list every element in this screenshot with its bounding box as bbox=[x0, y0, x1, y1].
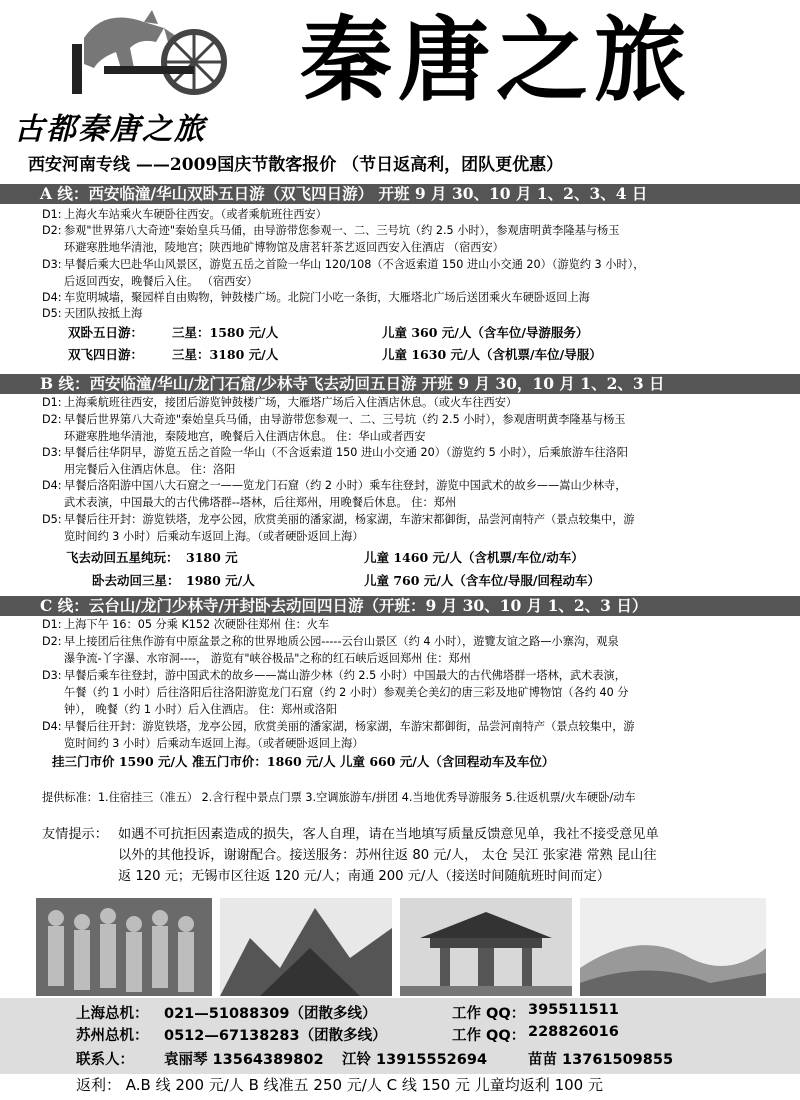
day-line: 环避寒胜地华清池，秦陵地宫，晚餐后入住酒店休息。 住：华山或者西安 bbox=[64, 430, 426, 443]
day-description bbox=[64, 477, 626, 511]
day-line: 天团队按抵上海 bbox=[64, 307, 143, 320]
day-description bbox=[64, 411, 625, 445]
day-line: 车览明城墙，聚园样自由购物，钟鼓楼广场。北院门小吃一条街，大雁塔北广场后送团乘火车硬卧返回上海 bbox=[64, 291, 590, 304]
day-tag: D3: bbox=[42, 446, 62, 459]
contact-panel bbox=[0, 998, 800, 1074]
day-line: 早餐后往开封：游览铁塔，龙亭公园，欣赏美丽的潘家湖，杨家湖，车游宋都御街，品尝河南特产（景点较集中，游 bbox=[64, 720, 635, 733]
day-description bbox=[64, 305, 142, 322]
tips-line: 以外的其他投诉，谢谢配合。接送服务：苏州往返 80 元/人， 太仓 吴江 张家港 常熟 昆山往 bbox=[118, 848, 657, 863]
line-c-header: C 线：云台山/龙门少林寺/开封卧去动回四日游（开班：9 月 30、10 月 1、2、3 日） bbox=[0, 596, 800, 616]
price-child: 儿童 1630 元/人（含机票/车位/导服） bbox=[382, 347, 602, 362]
photo-strip bbox=[36, 898, 766, 996]
terracotta-warriors-photo bbox=[36, 898, 212, 996]
day-description bbox=[64, 444, 628, 478]
price-label: 卧去动回三星： bbox=[92, 573, 180, 588]
tips-label: 友情提示： bbox=[42, 827, 108, 842]
day-tag: D2: bbox=[42, 413, 62, 426]
price-label: 飞去动回五星纯玩： bbox=[66, 550, 179, 565]
day-line: 午餐（约 1 小时）后往洛阳后往洛阳游览龙门石窟（约 2 小时）参观美仑美幻的唐三彩及地矿博物馆（各约 40 分 bbox=[64, 686, 629, 699]
line-c-prices: 挂三门市价 1590 元/人 准五门市价：1860 元/人 儿童 660 元/人（含回程动车及车位） bbox=[52, 754, 555, 769]
day-line: 武术表演，中国最大的古代佛塔群--塔林，后往郑州，用晚餐后休息。 住：郑州 bbox=[64, 496, 457, 509]
day-tag: D4: bbox=[42, 720, 62, 733]
shanghai-phone: 021—51088309（团散多线） bbox=[164, 1006, 377, 1022]
suzhou-qq: 228826016 bbox=[528, 1024, 619, 1040]
day-line: 览时间约 3 小时）后乘动车返回上海。（或者硬卧返回上海） bbox=[64, 530, 364, 543]
shanghai-label: 上海总机： bbox=[76, 1006, 149, 1022]
day-description bbox=[64, 633, 619, 667]
suzhou-phone: 0512—67138283（团散多线） bbox=[164, 1028, 387, 1044]
day-line: 上海火车站乘火车硬卧往西安。（或者乘航班往西安） bbox=[64, 208, 327, 221]
day-line: 早餐后世界第八大奇迹"秦始皇兵马俑，由导游带您参观一、二、三号坑（约 2.5 小时），参观唐明黄李隆基与杨玉 bbox=[64, 413, 626, 426]
day-tag: D1: bbox=[42, 396, 62, 409]
temple-gate-photo bbox=[400, 898, 572, 996]
day-line: 上海乘航班往西安，接团后游览钟鼓楼广场，大雁塔广场后入住酒店休息。（或火车往西安） bbox=[64, 396, 518, 409]
price-label: 双卧五日游： bbox=[68, 325, 144, 340]
day-tag: D1: bbox=[42, 618, 62, 631]
day-line: 早上接团后往焦作游有中原盆景之称的世界地质公园-----云台山景区（约 4 小时），遊覽友谊之路—小寨沟，观泉 bbox=[64, 635, 619, 648]
day-line: 早餐后乘大巴赴华山风景区，游览五岳之首险一华山 120/108（不含返索道 150 进山小交通 20）（游览约 3 小时）， bbox=[64, 258, 645, 271]
price-label: 双飞四日游： bbox=[68, 347, 144, 362]
day-line: 用完餐后入住酒店休息。 住：洛阳 bbox=[64, 463, 236, 476]
tips-line: 如遇不可抗拒因素造成的损失，客人自理，请在当地填写质量反馈意见单，我社不接受意见单 bbox=[118, 827, 659, 842]
contact-person: 苗苗 13761509855 bbox=[528, 1052, 674, 1068]
price-child: 儿童 1460 元/人（含机票/车位/动车） bbox=[364, 550, 584, 565]
price-adult: 三星：1580 元/人 bbox=[172, 325, 279, 340]
tips-line: 返 120 元；无锡市区往返 120 元/人；南通 200 元/人（接送时间随航班时间而定） bbox=[118, 869, 610, 884]
shanghai-qq-label: 工作 QQ： bbox=[452, 1006, 526, 1022]
day-description bbox=[64, 667, 628, 718]
day-tag: D2: bbox=[42, 635, 62, 648]
day-line: 参观"世界第八大奇迹"秦始皇兵马俑，由导游带您参观一、二、三号坑（约 2.5 小时），参观唐明黄李隆基与杨玉 bbox=[64, 224, 620, 237]
day-description bbox=[64, 616, 329, 633]
day-tag: D5: bbox=[42, 513, 62, 526]
day-description bbox=[64, 289, 590, 306]
day-tag: D4: bbox=[42, 479, 62, 492]
logo bbox=[14, 8, 284, 148]
chariot-horse-icon bbox=[44, 8, 244, 108]
day-tag: D3: bbox=[42, 669, 62, 682]
contact-person-label: 联系人： bbox=[76, 1052, 134, 1068]
day-description bbox=[64, 394, 517, 411]
day-line: 环避寒胜地华清池，陵地宫；陕西地矿博物馆及唐茗轩茶艺返回西安入住酒店 （宿西安） bbox=[64, 241, 504, 254]
shanghai-qq: 395511511 bbox=[528, 1002, 619, 1018]
day-tag: D2: bbox=[42, 224, 62, 237]
price-adult: 1980 元/人 bbox=[186, 573, 255, 588]
day-line: 钟）， 晚餐（约 1 小时）后入住酒店。 住：郑州或洛阳 bbox=[64, 703, 338, 716]
desert-dunes-photo bbox=[580, 898, 766, 996]
contact-person: 袁丽琴 13564389802 bbox=[164, 1052, 324, 1068]
day-line: 瀑争流-丫字瀑、水帘洞----， 游览有"峡谷极品"之称的红石峡后返回郑州 住：郑州 bbox=[64, 652, 471, 665]
day-tag: D3: bbox=[42, 258, 62, 271]
logo-text: 古都秦唐之旅 bbox=[14, 112, 206, 147]
service-standards: 提供标准：1.住宿挂三（准五） 2.含行程中景点门票 3.空调旅游车/拼团 4.当地优秀导游服务 5.往返机票/火车硬卧/动车 bbox=[42, 791, 636, 804]
day-description bbox=[64, 511, 635, 545]
price-child: 儿童 360 元/人（含车位/导游服务） bbox=[382, 325, 589, 340]
price-adult: 3180 元 bbox=[186, 550, 238, 565]
day-tag: D1: bbox=[42, 208, 62, 221]
day-description bbox=[64, 718, 635, 752]
day-line: 早餐后往开封：游览铁塔，龙亭公园，欣赏美丽的潘家湖，杨家湖，车游宋都御街，品尝河南特产（景点较集中，游 bbox=[64, 513, 635, 526]
huashan-mountain-photo bbox=[220, 898, 392, 996]
price-adult: 三星：3180 元/人 bbox=[172, 347, 279, 362]
day-tag: D5: bbox=[42, 307, 62, 320]
page-title: 秦唐之旅 bbox=[300, 6, 693, 114]
suzhou-label: 苏州总机： bbox=[76, 1028, 149, 1044]
day-line: 上海下午 16：05 分乘 K152 次硬卧往郑州 住：火车 bbox=[64, 618, 330, 631]
price-child: 儿童 760 元/人（含车位/导服/回程动车） bbox=[364, 573, 600, 588]
day-line: 早餐后往华阴早，游览五岳之首险一华山（不含返索道 150 进山小交通 20）（游览约 5 小时），后乘旅游车往洛阳 bbox=[64, 446, 628, 459]
tips-text bbox=[118, 824, 778, 887]
day-line: 后返回西安，晚餐后入住。 （宿西安） bbox=[64, 275, 258, 288]
day-line: 早餐后乘车往登封，游中国武术的故乡——嵩山游少林（约 2.5 小时）中国最大的古代佛塔群一塔林，武术表演， bbox=[64, 669, 626, 682]
day-line: 览时间约 3 小时）后乘动车返回上海。（或者硬卧返回上海） bbox=[64, 737, 364, 750]
day-line: 早餐后洛阳游中国八大石窟之一——览龙门石窟（约 2 小时）乘车往登封，游览中国武术的故乡——嵩山少林寺， bbox=[64, 479, 627, 492]
contact-person: 江铃 13915552694 bbox=[342, 1052, 488, 1068]
day-description bbox=[64, 206, 327, 223]
rebate-info: 返利： A.B 线 200 元/人 B 线准五 250 元/人 C 线 150 元 儿童均返利 100 元 bbox=[76, 1076, 603, 1094]
line-b-header: B 线：西安临潼/华山/龙门石窟/少林寺飞去动回五日游 开班 9 月 30，10 月 1、2、3 日 bbox=[0, 374, 800, 394]
line-a-header: A 线：西安临潼/华山双卧五日游（双飞四日游） 开班 9 月 30、10 月 1、2、3、4 日 bbox=[0, 184, 800, 204]
subtitle: 西安河南专线 ——2009国庆节散客报价 （节日返高利，团队更优惠） bbox=[28, 155, 564, 175]
day-description bbox=[64, 256, 644, 290]
day-tag: D4: bbox=[42, 291, 62, 304]
suzhou-qq-label: 工作 QQ： bbox=[452, 1028, 526, 1044]
day-description bbox=[64, 222, 619, 256]
